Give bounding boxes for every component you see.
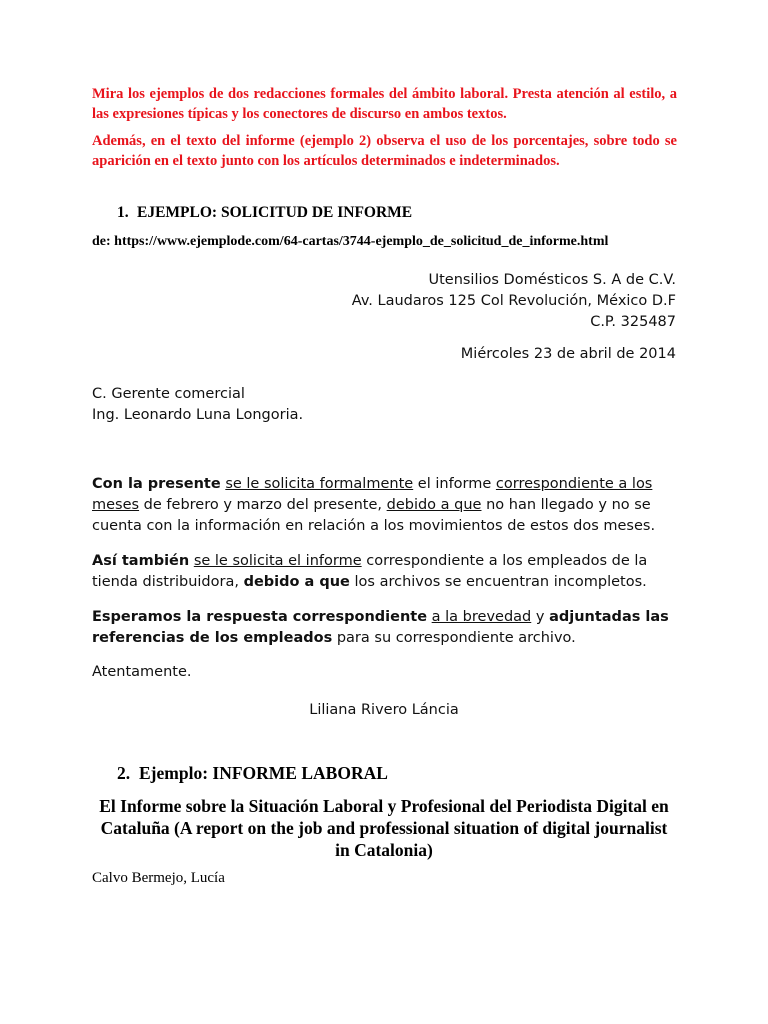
p1-bold-phrase: Con la presente (92, 476, 221, 492)
p1-text-1: el informe (413, 476, 496, 492)
p3-underlined-phrase: a la brevedad (431, 609, 532, 625)
p3-text-2: para su correspondiente archivo. (332, 630, 576, 646)
p3-bold-phrase-2: adjuntadas las referencias de los empleados (92, 609, 669, 646)
letter-closing: Atentamente. (92, 664, 192, 680)
letter-paragraph-1 (92, 474, 682, 537)
letter-paragraph-2 (92, 551, 682, 593)
recipient-role: C. Gerente comercial (92, 386, 245, 402)
p2-bold-phrase-2: debido a que (243, 574, 350, 590)
section-2-number: 2. (117, 763, 131, 783)
p1-text-3: no han llegado y no se cuenta con la información en relación a los movimientos de estos dos meses. (92, 497, 656, 534)
recipient-name: Ing. Leonardo Luna Longoria. (92, 407, 304, 423)
p1-underlined-phrase-1: se le solicita formalmente (225, 476, 414, 492)
section-1-heading (117, 204, 412, 222)
report-title: El Informe sobre la Situación Laboral y Profesional del Periodista Digital en Cataluña (A report on the job and professional situation of digital journalist in Catalonia) (99, 796, 669, 860)
letter-date: Miércoles 23 de abril de 2014 (460, 346, 676, 362)
p1-text-2: de febrero y marzo del presente, (139, 497, 387, 513)
instruction-note-1: Mira los ejemplos de dos redacciones formales del ámbito laboral. Presta atención al estilo, a las expresiones típicas y los conectores de discurso en ambos textos. (92, 86, 677, 122)
p2-text-1: correspondiente a los empleados de la tienda distribuidora, (92, 553, 648, 590)
instruction-note-2: Además, en el texto del informe (ejemplo 2) observa el uso de los porcentajes, sobre todo se aparición en el texto junto con los artículos determinados e indeterminados. (92, 133, 677, 169)
section-2-title: Ejemplo: INFORME LABORAL (139, 763, 388, 783)
letter-paragraph-3 (92, 607, 682, 649)
postal-code: C.P. 325487 (590, 314, 676, 330)
section-2-heading (117, 763, 388, 784)
p3-bold-phrase-1: Esperamos la respuesta correspondiente (92, 609, 428, 625)
p1-underlined-phrase-2: correspondiente a los meses (92, 476, 653, 513)
recipient-block (92, 384, 303, 426)
p2-text-2: los archivos se encuentran incompletos. (349, 574, 647, 590)
sender-address (352, 270, 676, 333)
company-name: Utensilios Domésticos S. A de C.V. (428, 272, 676, 288)
source-link: de: https://www.ejemplode.com/64-cartas/3744-ejemplo_de_solicitud_de_informe.html (92, 234, 609, 249)
letter-signature: Liliana Rivero Láncia (309, 702, 459, 718)
street-address: Av. Laudaros 125 Col Revolución, México D.F (351, 293, 676, 309)
section-1-title: EJEMPLO: SOLICITUD DE INFORME (137, 204, 413, 221)
report-author: Calvo Bermejo, Lucía (92, 870, 225, 886)
section-1-number: 1. (117, 204, 129, 221)
p2-bold-phrase-1: Así también (92, 553, 190, 569)
p2-underlined-phrase: se le solicita el informe (193, 553, 362, 569)
p1-underlined-phrase-3: debido a que (386, 497, 482, 513)
p3-text-1: y (531, 609, 550, 625)
